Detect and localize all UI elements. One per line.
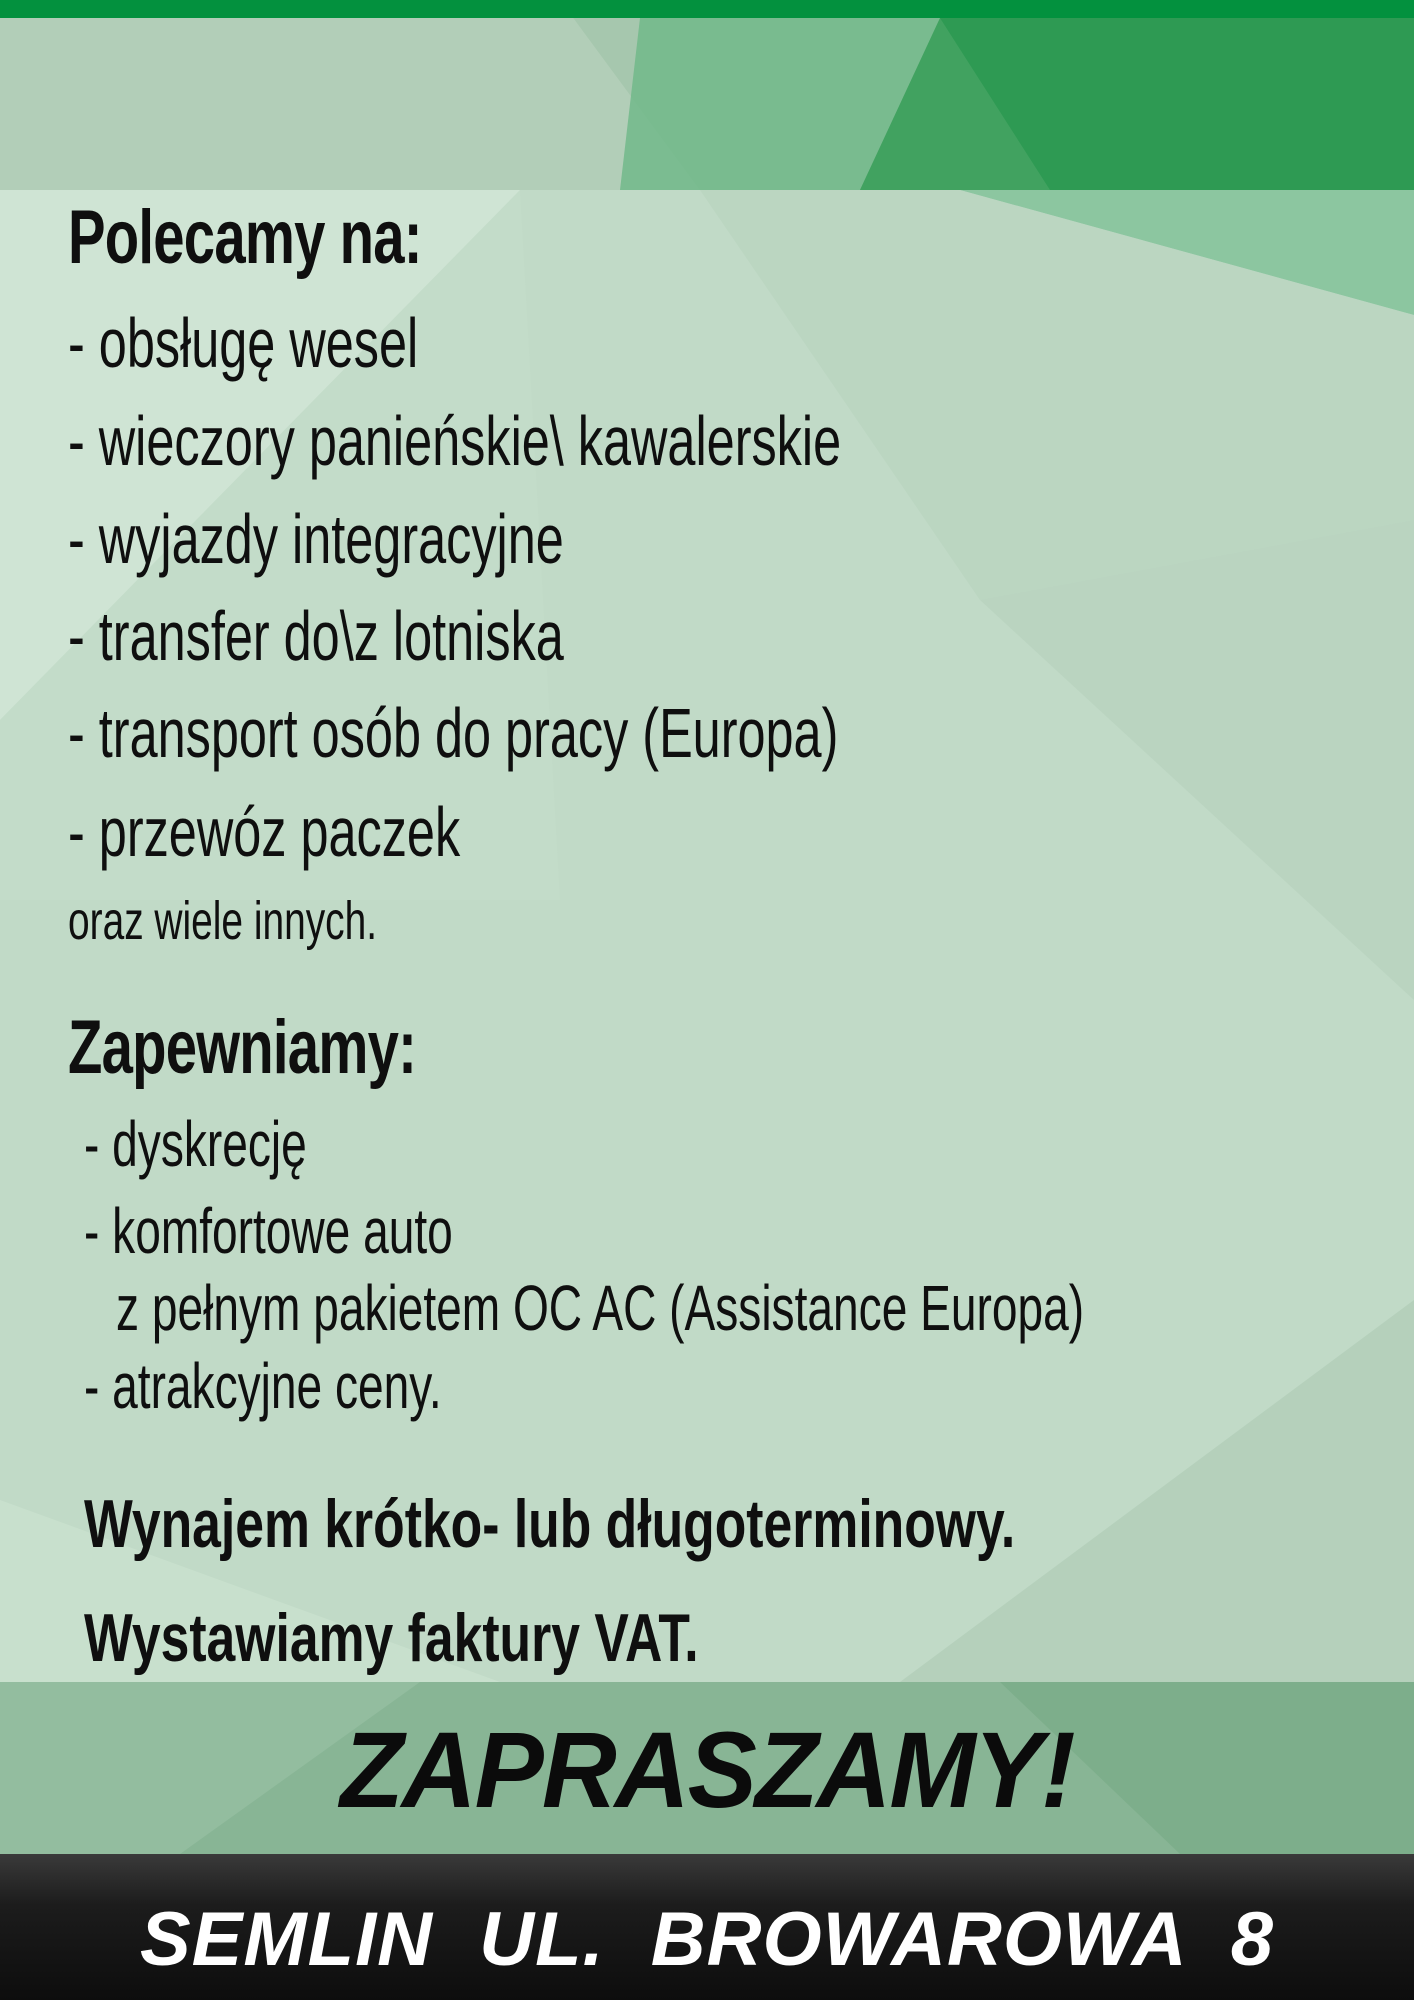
polecamy-item: - transfer do\z lotniska [68,597,564,675]
zapewniamy-item: - komfortowe auto [84,1195,453,1267]
rental-info: Wynajem krótko- lub długoterminowy. [84,1486,1016,1562]
polecamy-note: oraz wiele innych. [68,891,378,951]
polecamy-item: - wieczory panieńskie\ kawalerskie [68,402,842,480]
polecamy-item: - przewóz paczek [68,793,461,871]
zapewniamy-heading: Zapewniamy: [68,1005,417,1090]
zapewniamy-item: - dyskrecję [84,1108,307,1180]
address-text: SEMLIN UL. BROWAROWA 8 [139,1897,1275,1982]
top-bar [0,0,1414,18]
polecamy-item: - obsługę wesel [68,304,419,382]
invoice-info: Wystawiamy faktury VAT. [84,1600,699,1676]
cta-text: ZAPRASZAMY! [340,1709,1074,1830]
polecamy-item: - wyjazdy integracyjne [68,500,564,578]
zapewniamy-item: - atrakcyjne ceny. [84,1350,442,1422]
polecamy-heading: Polecamy na: [68,195,422,280]
zapewniamy-item-continuation: z pełnym pakietem OC AC (Assistance Europa) [116,1272,1085,1344]
polecamy-item: - transport osób do pracy (Europa) [68,694,839,772]
